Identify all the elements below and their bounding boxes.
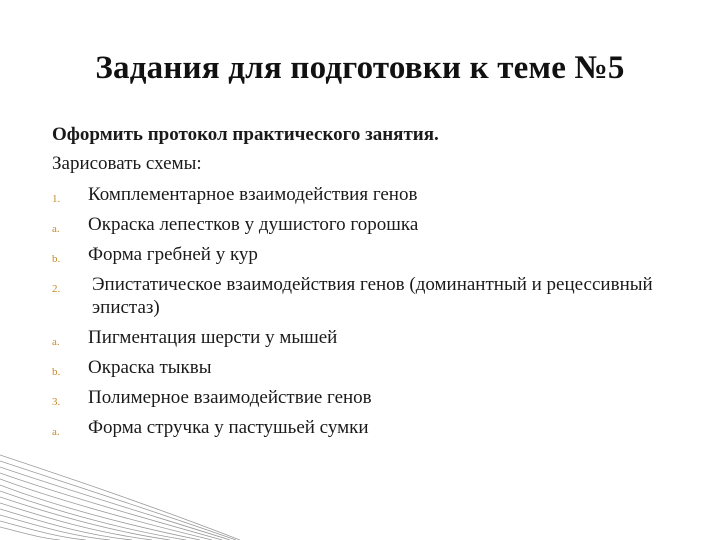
list-item [52, 416, 692, 439]
list-marker: a. [52, 336, 60, 348]
list-marker: 3. [52, 396, 61, 408]
list-marker: a. [52, 223, 60, 235]
list-marker: b. [52, 366, 61, 378]
list-item [52, 243, 692, 266]
list-item-text: Форма гребней у кур [88, 244, 258, 265]
list-item-text: Эпистатическое взаимодействия генов (доминантный и рецессивный эпистаз) [92, 274, 653, 318]
slide-title: Задания для подготовки к теме №5 [95, 50, 625, 86]
list-item [52, 386, 692, 409]
list-item-text: Окраска тыквы [88, 357, 212, 378]
intro-subtitle: Зарисовать схемы: [52, 153, 202, 174]
list-item [52, 213, 692, 236]
task-list [52, 183, 692, 446]
list-item-text: Полимерное взаимодействие генов [88, 387, 372, 408]
list-item-text: Форма стручка у пастушьей сумки [88, 417, 369, 438]
list-item-text: Пигментация шерсти у мышей [88, 327, 338, 348]
list-marker: b. [52, 253, 61, 265]
list-item [52, 356, 692, 379]
list-item [52, 183, 692, 206]
list-item [52, 326, 692, 349]
corner-decoration [0, 445, 240, 540]
list-item-text: Комплементарное взаимодействия генов [88, 184, 418, 205]
intro-instruction: Оформить протокол практического занятия. [52, 124, 439, 145]
list-marker: 1. [52, 193, 61, 205]
list-item [52, 273, 692, 319]
list-marker: 2. [52, 283, 61, 295]
list-item-text: Окраска лепестков у душистого горошка [88, 214, 419, 235]
list-marker: a. [52, 426, 60, 438]
